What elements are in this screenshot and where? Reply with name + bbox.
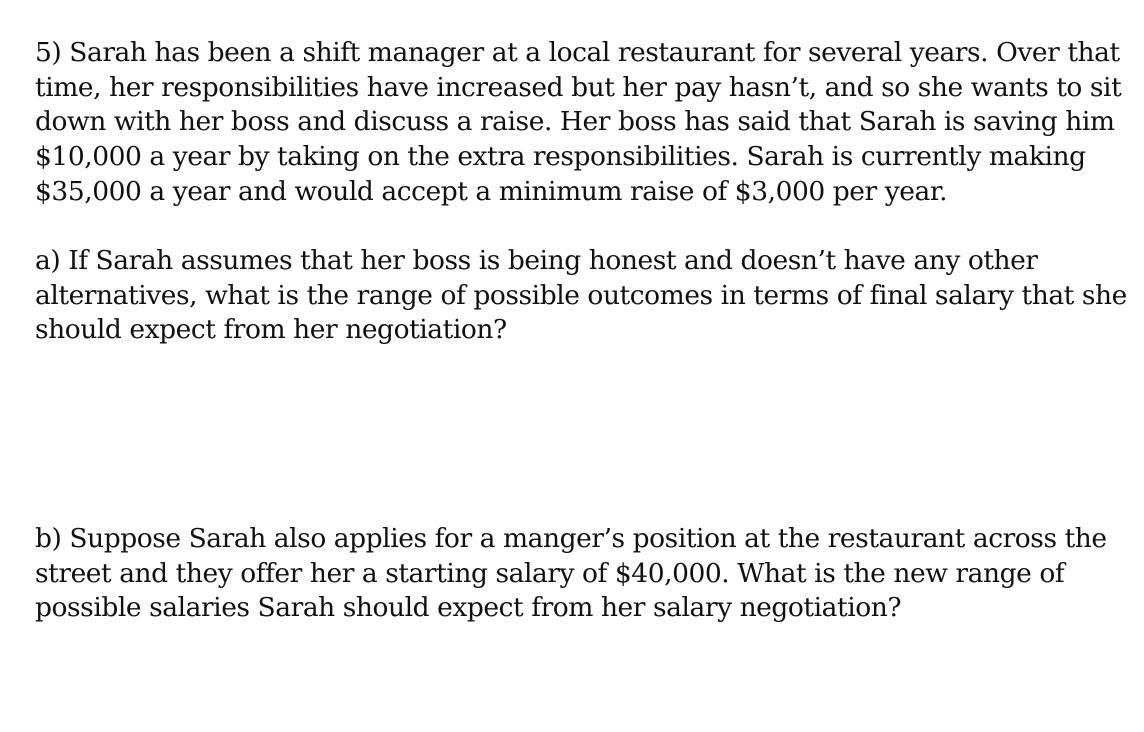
problem-statement [35, 36, 1125, 210]
part-b-line: b) Suppose Sarah also applies for a manger’s position at the restaurant across the [35, 523, 1107, 554]
problem-line: down with her boss and discuss a raise. Her boss has said that Sarah is saving him [35, 106, 1115, 138]
part-b-line: possible salaries Sarah should expect from her salary negotiation? [35, 592, 902, 624]
problem-line: $10,000 a year by taking on the extra responsibilities. Sarah is currently making [35, 141, 1086, 173]
part-b-line: street and they offer her a starting salary of $40,000. What is the new range of [35, 557, 1065, 589]
problem-line: time, her responsibilities have increased but her pay hasn’t, and so she wants to sit [35, 71, 1122, 103]
part-a-line: alternatives, what is the range of possible outcomes in terms of final salary that she [35, 279, 1127, 311]
problem-line: 5) Sarah has been a shift manager at a local restaurant for several years. Over that [35, 37, 1120, 68]
question-part-b [35, 522, 1125, 626]
part-a-line: should expect from her negotiation? [35, 314, 507, 346]
question-part-a [35, 244, 1125, 348]
problem-line: $35,000 a year and would accept a minimum raise of $3,000 per year. [35, 175, 948, 207]
part-a-line: a) If Sarah assumes that her boss is being honest and doesn’t have any other [35, 245, 1038, 276]
